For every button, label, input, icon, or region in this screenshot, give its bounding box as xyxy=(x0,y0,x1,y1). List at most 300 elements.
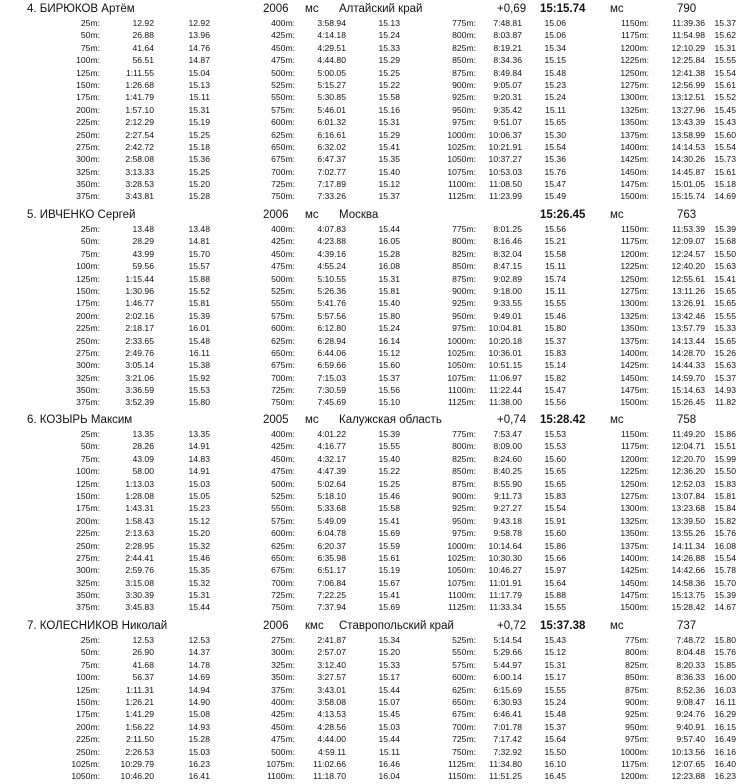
split-row xyxy=(0,671,750,683)
lap-time: 15.47 xyxy=(544,385,566,396)
distance: 1200m: xyxy=(620,248,649,259)
distance: 1425m: xyxy=(620,360,649,371)
lap-time: 15.65 xyxy=(714,285,736,296)
split-time: 12:25.84 xyxy=(671,55,705,66)
split-time: 1:15.44 xyxy=(125,273,154,284)
distance: 1025m: xyxy=(71,758,100,769)
lap-time: 15.36 xyxy=(544,154,566,165)
lap-time: 15.22 xyxy=(378,79,400,90)
split-time: 11:08.50 xyxy=(489,179,522,190)
split-row xyxy=(0,153,750,165)
lap-time: 15.11 xyxy=(545,261,566,272)
lap-time: 15.03 xyxy=(188,478,210,489)
split-time: 11:34.80 xyxy=(489,758,522,769)
lap-time: 15.47 xyxy=(544,179,566,190)
distance: 825m: xyxy=(452,453,476,464)
lap-time: 15.31 xyxy=(188,590,210,601)
lap-time: 15.57 xyxy=(188,261,210,272)
lap-time: 15.82 xyxy=(544,372,566,383)
split-time: 14:13.44 xyxy=(671,335,705,346)
lap-time: 16.29 xyxy=(714,709,736,720)
lap-time: 15.46 xyxy=(188,552,210,563)
lap-time: 15.10 xyxy=(378,397,400,408)
split-time: 1:30.96 xyxy=(125,285,154,296)
split-time: 12:55.61 xyxy=(671,273,705,284)
lap-time: 15.59 xyxy=(378,540,400,551)
split-time: 3:12.40 xyxy=(317,659,346,670)
lap-time: 15.92 xyxy=(188,372,210,383)
split-time: 3:45.83 xyxy=(125,602,154,613)
distance: 25m: xyxy=(80,224,100,234)
distance: 1150m: xyxy=(620,18,649,28)
lap-time: 15.70 xyxy=(714,577,736,588)
distance: 325m: xyxy=(76,577,100,588)
lap-time: 15.12 xyxy=(378,179,400,190)
sport-rank: мс xyxy=(305,3,319,15)
distance: 675m: xyxy=(452,709,476,720)
distance: 1500m: xyxy=(620,191,649,202)
lap-time: 15.52 xyxy=(188,285,210,296)
lap-time: 14.87 xyxy=(188,55,210,66)
split-time: 7:32.92 xyxy=(493,746,522,757)
distance: 625m: xyxy=(271,129,295,140)
split-time: 11:01.91 xyxy=(489,577,522,588)
split-time: 11:23.99 xyxy=(489,191,522,202)
lap-time: 15.56 xyxy=(544,397,566,408)
lap-time: 15.49 xyxy=(544,191,566,202)
lap-time: 15.65 xyxy=(544,117,566,128)
split-row xyxy=(0,297,750,309)
lap-time: 15.54 xyxy=(714,552,736,563)
reaction-diff: +0,69 xyxy=(497,3,527,15)
split-time: 12:41.38 xyxy=(671,67,705,78)
distance: 100m: xyxy=(76,261,100,272)
lap-time: 15.80 xyxy=(714,635,736,645)
lap-time: 15.50 xyxy=(714,248,736,259)
lap-time: 15.31 xyxy=(544,659,566,670)
split-time: 28.26 xyxy=(132,441,154,452)
split-time: 5:29.66 xyxy=(493,647,522,658)
split-time: 5:57.56 xyxy=(317,310,346,321)
split-time: 2:27.54 xyxy=(125,129,154,140)
lap-time: 15.53 xyxy=(544,441,566,452)
lap-time: 15.13 xyxy=(378,18,400,28)
distance: 450m: xyxy=(271,721,295,732)
region: Калужская область xyxy=(339,414,442,426)
distance: 450m: xyxy=(271,42,295,53)
split-time: 8:36.33 xyxy=(676,672,705,683)
distance: 125m: xyxy=(76,478,100,489)
split-time: 4:29.51 xyxy=(317,42,346,53)
lap-time: 15.83 xyxy=(544,490,566,501)
distance: 25m: xyxy=(80,635,100,645)
split-row xyxy=(0,708,750,720)
lap-time: 15.61 xyxy=(378,552,400,563)
lap-time: 15.56 xyxy=(544,224,566,234)
distance: 1225m: xyxy=(620,261,649,272)
distance: 800m: xyxy=(625,647,649,658)
split-time: 4:39.16 xyxy=(317,248,346,259)
distance: 775m: xyxy=(452,224,476,234)
distance: 1375m: xyxy=(620,540,649,551)
split-time: 11:18.70 xyxy=(313,771,346,782)
split-time: 15:26.45 xyxy=(671,397,705,408)
split-time: 11:53.39 xyxy=(672,224,705,234)
distance: 1500m: xyxy=(620,602,649,613)
lap-time: 14.81 xyxy=(188,236,210,247)
split-time: 4:59.11 xyxy=(317,746,346,757)
sport-rank: мс xyxy=(305,414,319,426)
distance: 900m: xyxy=(452,79,476,90)
lap-time: 15.88 xyxy=(188,273,210,284)
split-time: 9:35.42 xyxy=(493,104,522,115)
lap-time: 15.37 xyxy=(714,372,736,383)
split-row xyxy=(0,733,750,745)
lap-time: 15.55 xyxy=(544,602,566,613)
distance: 75m: xyxy=(80,248,100,259)
lap-time: 15.41 xyxy=(378,590,400,601)
achieved-rank: мс xyxy=(610,209,624,221)
distance: 625m: xyxy=(271,335,295,346)
lap-time: 15.58 xyxy=(378,503,400,514)
split-time: 13.48 xyxy=(132,224,154,234)
athlete-name: 7. КОЛЕСНИКОВ Николай xyxy=(27,620,168,632)
lap-time: 15.23 xyxy=(544,79,566,90)
lap-time: 15.61 xyxy=(714,79,736,90)
distance: 1150m: xyxy=(447,771,476,782)
distance: 575m: xyxy=(271,310,295,321)
distance: 200m: xyxy=(76,721,100,732)
split-row xyxy=(0,285,750,297)
lap-time: 15.43 xyxy=(714,117,736,128)
distance: 350m: xyxy=(76,179,100,190)
split-time: 9:40.91 xyxy=(676,721,705,732)
split-time: 56.51 xyxy=(132,55,154,66)
distance: 1175m: xyxy=(620,30,649,41)
distance: 1250m: xyxy=(620,67,649,78)
split-time: 3:43.81 xyxy=(125,191,154,202)
lap-time: 15.65 xyxy=(544,478,566,489)
lap-time: 15.64 xyxy=(544,577,566,588)
split-time: 13:55.26 xyxy=(671,528,705,539)
lap-time: 15.60 xyxy=(714,129,736,140)
split-time: 14:58.36 xyxy=(671,577,705,588)
athlete-name: 4. БИРЮКОВ Артём xyxy=(27,3,135,15)
distance: 1100m: xyxy=(447,590,476,601)
lap-time: 16.10 xyxy=(544,758,566,769)
split-time: 11:17.79 xyxy=(489,590,522,601)
split-time: 11:39.36 xyxy=(672,18,705,28)
lap-time: 16.15 xyxy=(714,721,736,732)
lap-time: 15.05 xyxy=(188,490,210,501)
lap-time: 15.31 xyxy=(378,117,400,128)
distance: 400m: xyxy=(271,224,295,234)
lap-time: 15.52 xyxy=(714,92,736,103)
distance: 875m: xyxy=(452,67,476,78)
distance: 1250m: xyxy=(620,273,649,284)
distance: 700m: xyxy=(452,721,476,732)
distance: 425m: xyxy=(271,709,295,720)
split-time: 7:02.77 xyxy=(317,166,346,177)
split-row xyxy=(0,310,750,322)
lap-time: 15.66 xyxy=(544,552,566,563)
lap-time: 15.68 xyxy=(714,236,736,247)
split-time: 11:49.20 xyxy=(672,429,705,439)
split-row xyxy=(0,260,750,272)
distance: 75m: xyxy=(80,453,100,464)
split-time: 6:04.78 xyxy=(317,528,346,539)
distance: 750m: xyxy=(271,602,295,613)
distance: 175m: xyxy=(76,709,100,720)
lap-time: 15.40 xyxy=(378,453,400,464)
distance: 1475m: xyxy=(620,179,649,190)
split-time: 9:08.47 xyxy=(676,696,705,707)
splits-table xyxy=(0,223,750,409)
lap-time: 16.49 xyxy=(714,734,736,745)
split-time: 8:09.00 xyxy=(493,441,522,452)
lap-time: 15.55 xyxy=(544,298,566,309)
distance: 750m: xyxy=(271,397,295,408)
lap-time: 15.56 xyxy=(378,385,400,396)
distance: 400m: xyxy=(271,696,295,707)
lap-time: 15.60 xyxy=(544,528,566,539)
lap-time: 16.08 xyxy=(714,540,736,551)
lap-time: 15.25 xyxy=(378,478,400,489)
split-time: 12:36.20 xyxy=(671,466,705,477)
lap-time: 15.46 xyxy=(378,490,400,501)
split-time: 3:28.53 xyxy=(125,179,154,190)
split-time: 7:06.84 xyxy=(317,577,346,588)
distance: 1325m: xyxy=(620,310,649,321)
lap-time: 15.45 xyxy=(714,104,736,115)
lap-time: 14.67 xyxy=(714,602,736,613)
distance: 1300m: xyxy=(620,92,649,103)
split-time: 9:51.07 xyxy=(493,117,522,128)
distance: 575m: xyxy=(271,515,295,526)
split-time: 11:33.34 xyxy=(489,602,522,613)
distance: 1050m: xyxy=(447,154,476,165)
lap-time: 15.43 xyxy=(544,635,566,645)
split-time: 8:34.36 xyxy=(493,55,522,66)
reaction-diff: +0,74 xyxy=(497,414,527,426)
distance: 450m: xyxy=(271,453,295,464)
lap-time: 15.28 xyxy=(188,734,210,745)
split-time: 1:46.77 xyxy=(125,298,154,309)
distance: 300m: xyxy=(76,565,100,576)
lap-time: 15.82 xyxy=(714,515,736,526)
split-time: 1:11.31 xyxy=(125,684,154,695)
lap-time: 15.31 xyxy=(378,273,400,284)
lap-time: 15.18 xyxy=(714,179,736,190)
distance: 1250m: xyxy=(620,478,649,489)
split-time: 59.56 xyxy=(132,261,154,272)
split-time: 8:24.60 xyxy=(493,453,522,464)
split-row xyxy=(0,67,750,79)
distance: 225m: xyxy=(76,323,100,334)
distance: 1500m: xyxy=(620,397,649,408)
distance: 1000m: xyxy=(620,746,649,757)
distance: 75m: xyxy=(80,42,100,53)
split-time: 4:44.00 xyxy=(317,734,346,745)
lap-time: 15.19 xyxy=(378,565,400,576)
distance: 1225m: xyxy=(620,466,649,477)
lap-time: 15.53 xyxy=(544,429,566,439)
split-time: 2:42.72 xyxy=(125,141,154,152)
lap-time: 15.40 xyxy=(378,298,400,309)
lap-time: 15.17 xyxy=(544,672,566,683)
distance: 1000m: xyxy=(447,540,476,551)
split-row xyxy=(0,42,750,54)
distance: 600m: xyxy=(271,117,295,128)
distance: 525m: xyxy=(452,635,476,645)
lap-time: 15.13 xyxy=(188,79,210,90)
split-time: 12:40.20 xyxy=(671,261,705,272)
lap-time: 15.19 xyxy=(188,117,210,128)
split-time: 58.00 xyxy=(132,466,154,477)
lap-time: 15.33 xyxy=(714,323,736,334)
distance: 1175m: xyxy=(620,441,649,452)
distance: 1275m: xyxy=(620,490,649,501)
split-time: 14:42.66 xyxy=(671,565,705,576)
distance: 900m: xyxy=(452,490,476,501)
lap-time: 15.55 xyxy=(714,310,736,321)
lap-time: 16.03 xyxy=(714,684,736,695)
distance: 1425m: xyxy=(620,565,649,576)
split-time: 1:26.21 xyxy=(125,696,154,707)
achieved-rank: мс xyxy=(610,3,624,15)
split-time: 9:43.18 xyxy=(493,515,522,526)
birth-year: 2006 xyxy=(263,3,289,15)
distance: 1100m: xyxy=(266,771,295,782)
split-row xyxy=(0,552,750,564)
distance: 900m: xyxy=(452,285,476,296)
split-time: 14:45.87 xyxy=(671,166,705,177)
split-time: 14:11.34 xyxy=(672,540,705,551)
distance: 1325m: xyxy=(620,515,649,526)
split-time: 15:28.42 xyxy=(671,602,705,613)
split-row xyxy=(0,359,750,371)
split-time: 3:58.94 xyxy=(317,18,346,28)
split-time: 9:27.27 xyxy=(493,503,522,514)
lap-time: 15.31 xyxy=(188,104,210,115)
lap-time: 15.76 xyxy=(544,166,566,177)
splits-table xyxy=(0,634,750,783)
split-time: 6:30.93 xyxy=(493,696,522,707)
split-row xyxy=(0,384,750,396)
lap-time: 15.29 xyxy=(378,129,400,140)
distance: 575m: xyxy=(452,659,476,670)
split-time: 10:20.18 xyxy=(488,335,522,346)
split-time: 14:28.70 xyxy=(671,347,705,358)
split-time: 6:46.41 xyxy=(493,709,522,720)
lap-time: 15.86 xyxy=(714,429,736,439)
split-time: 5:15.27 xyxy=(317,79,346,90)
lap-time: 15.81 xyxy=(378,285,400,296)
distance: 1075m: xyxy=(447,166,476,177)
distance: 250m: xyxy=(76,335,100,346)
split-row xyxy=(0,372,750,384)
distance: 1075m: xyxy=(447,577,476,588)
split-row xyxy=(0,540,750,552)
split-time: 4:55.24 xyxy=(317,261,346,272)
split-time: 6:12.80 xyxy=(317,323,346,334)
split-time: 5:30.85 xyxy=(317,92,346,103)
split-time: 28.29 xyxy=(132,236,154,247)
lap-time: 15.50 xyxy=(544,746,566,757)
split-time: 12.92 xyxy=(132,18,154,28)
split-time: 10:37.27 xyxy=(488,154,522,165)
split-time: 14:26.88 xyxy=(671,552,705,563)
distance: 1400m: xyxy=(620,347,649,358)
split-time: 7:48.81 xyxy=(493,18,522,28)
distance: 575m: xyxy=(271,104,295,115)
distance: 975m: xyxy=(452,117,476,128)
split-time: 26.90 xyxy=(132,647,154,658)
lap-time: 14.90 xyxy=(188,696,210,707)
lap-time: 16.16 xyxy=(714,746,736,757)
lap-time: 11.82 xyxy=(715,397,736,408)
distance: 950m: xyxy=(452,310,476,321)
lap-time: 16.23 xyxy=(188,758,210,769)
split-row xyxy=(0,79,750,91)
distance: 100m: xyxy=(76,672,100,683)
split-time: 10:13.56 xyxy=(671,746,705,757)
split-time: 1:28.08 xyxy=(125,490,154,501)
split-time: 4:44.80 xyxy=(317,55,346,66)
lap-time: 14.83 xyxy=(188,453,210,464)
distance: 950m: xyxy=(452,515,476,526)
lap-time: 15.06 xyxy=(544,18,566,28)
lap-time: 15.41 xyxy=(378,141,400,152)
lap-time: 16.04 xyxy=(378,771,400,782)
points: 758 xyxy=(677,414,697,426)
distance: 175m: xyxy=(76,503,100,514)
split-row xyxy=(0,440,750,452)
lap-time: 15.20 xyxy=(188,528,210,539)
lap-time: 12.92 xyxy=(188,18,210,28)
distance: 1075m: xyxy=(447,372,476,383)
lap-time: 15.86 xyxy=(544,540,566,551)
split-row xyxy=(0,589,750,601)
distance: 825m: xyxy=(452,42,476,53)
lap-time: 15.78 xyxy=(714,565,736,576)
split-row xyxy=(0,601,750,613)
split-time: 4:32.17 xyxy=(317,453,346,464)
lap-time: 14.91 xyxy=(188,466,210,477)
lap-time: 15.62 xyxy=(714,30,736,41)
distance: 450m: xyxy=(271,248,295,259)
distance: 1200m: xyxy=(620,42,649,53)
lap-time: 15.85 xyxy=(714,659,736,670)
lap-time: 15.03 xyxy=(188,746,210,757)
distance: 1325m: xyxy=(620,104,649,115)
lap-time: 15.45 xyxy=(378,709,400,720)
distance: 150m: xyxy=(76,490,100,501)
split-time: 5:18.10 xyxy=(317,490,346,501)
split-time: 3:13.33 xyxy=(125,166,154,177)
distance: 650m: xyxy=(271,141,295,152)
split-row xyxy=(0,223,750,235)
split-time: 1:41.29 xyxy=(125,709,154,720)
distance: 100m: xyxy=(76,55,100,66)
split-time: 7:30.59 xyxy=(317,385,346,396)
lap-time: 15.60 xyxy=(544,453,566,464)
distance: 25m: xyxy=(80,429,100,439)
lap-time: 15.54 xyxy=(544,503,566,514)
distance: 1025m: xyxy=(447,552,476,563)
distance: 925m: xyxy=(625,709,649,720)
distance: 650m: xyxy=(271,347,295,358)
